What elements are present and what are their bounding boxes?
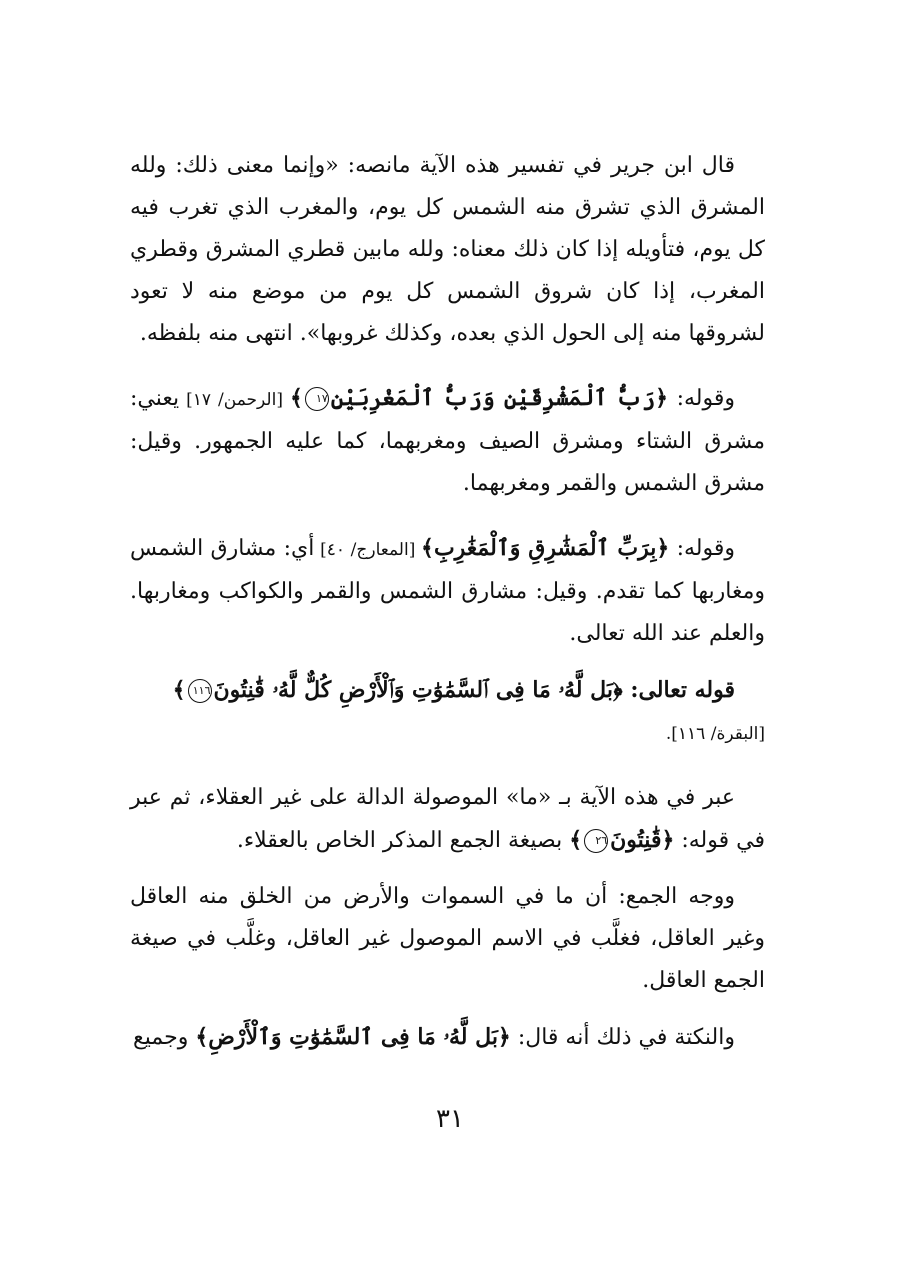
surah-reference: [البقرة/ ١١٦]. [665, 724, 765, 744]
paragraph-text: ووجه الجمع: أن ما في السموات والأرض من الخلق منه العاقل وغير العاقل، فغلَّب في الاسم الموصول غير العاقل، وغلَّب في صيغة الجمع العاقل. [130, 884, 765, 993]
section-heading: قوله تعالى: [622, 677, 735, 703]
ayah-number-marker: ٢٦ [584, 829, 608, 853]
paragraph-baqarah-heading [130, 669, 765, 712]
quran-verse: ﴿رَبُّ ٱلْمَشْرِقَيْنِ وَرَبُّ ٱلْمَغْرِبَيْنِ [330, 385, 668, 411]
paragraph-reconciliation [130, 876, 765, 1002]
paragraph-ma-explanation [130, 777, 765, 862]
explanation-text: أي: مشارق الشمس ومغاربها كما تقدم. وقيل: مشارق الشمس والقمر والكواكب ومغاربها. والعلم عند الله تعالى. [130, 536, 765, 646]
ayah-number-marker: ١١٦ [188, 679, 212, 703]
paragraph-text: قال ابن جرير في تفسير هذه الآية مانصه: «وإنما معنى ذلك: ولله المشرق الذي تشرق منه الشمس كل يوم، والمغرب الذي تغرب فيه كل يوم، فتأويله إذا كان ذلك معناه: ولله مابين قطري المشرق وقطري المغرب، إذا كان شروق الشمس كل يوم من موضع منه لا تعود لشروقها منه إلى الحول الذي بعده، وكذلك غروبها». انتهى منه بلفظه. [130, 153, 765, 346]
intro-text: وقوله: [669, 536, 735, 561]
quran-verse: ﴿بَل لَّهُۥ مَا فِى ٱلسَّمَٰوَٰتِ وَٱلْأَرْضِ﴾ [195, 1024, 511, 1050]
verse-close-bracket: ﴾ [569, 827, 583, 853]
paragraph-rahman-verse [130, 377, 765, 505]
quran-verse: ﴿بِرَبِّ ٱلْمَشَٰرِقِ وَٱلْمَغَٰرِبِ﴾ [421, 535, 670, 561]
intro-text: وقوله: [667, 386, 735, 411]
ayah-number-marker: ١٧ [305, 387, 329, 411]
continuation-text: وجميع [133, 1025, 196, 1050]
verse-close-bracket: ﴾ [172, 677, 186, 703]
intro-text: والنكتة في ذلك أنه قال: [510, 1025, 735, 1050]
paragraph-baqarah-reference [130, 712, 765, 755]
quran-verse: ﴿بَل لَّهُۥ مَا فِى ٱلسَّمَٰوَٰتِ وَٱلْأَرْضِ كُلٌّ لَّهُۥ قَٰنِتُونَ [213, 677, 623, 703]
paragraph-nukta [130, 1016, 765, 1059]
surah-reference: [الرحمن/ ١٧] [179, 390, 290, 410]
explanation-text: بصيغة الجمع المذكر الخاص بالعقلاء. [236, 828, 570, 853]
explanation-text: يعني: مشرق الشتاء ومشرق الصيف ومغربهما، كما عليه الجمهور. وقيل: مشرق الشمس والقمر ومغربهما. [130, 386, 765, 496]
page-number: ٣١ [436, 1104, 464, 1134]
paragraph-maarij-verse [130, 527, 765, 655]
page-body [130, 145, 765, 1059]
verse-close-bracket: ﴾ [289, 385, 303, 411]
quran-word: ﴿قَٰنِتُونَ [610, 827, 675, 853]
paragraph-ibn-jarir-quote [130, 145, 765, 355]
intro-text: عبر في هذه الآية بـ «ما» الموصولة الدالة على غير العقلاء، ثم عبر في قوله: [130, 785, 765, 853]
surah-reference: [المعارج/ ٤٠] [314, 540, 422, 560]
